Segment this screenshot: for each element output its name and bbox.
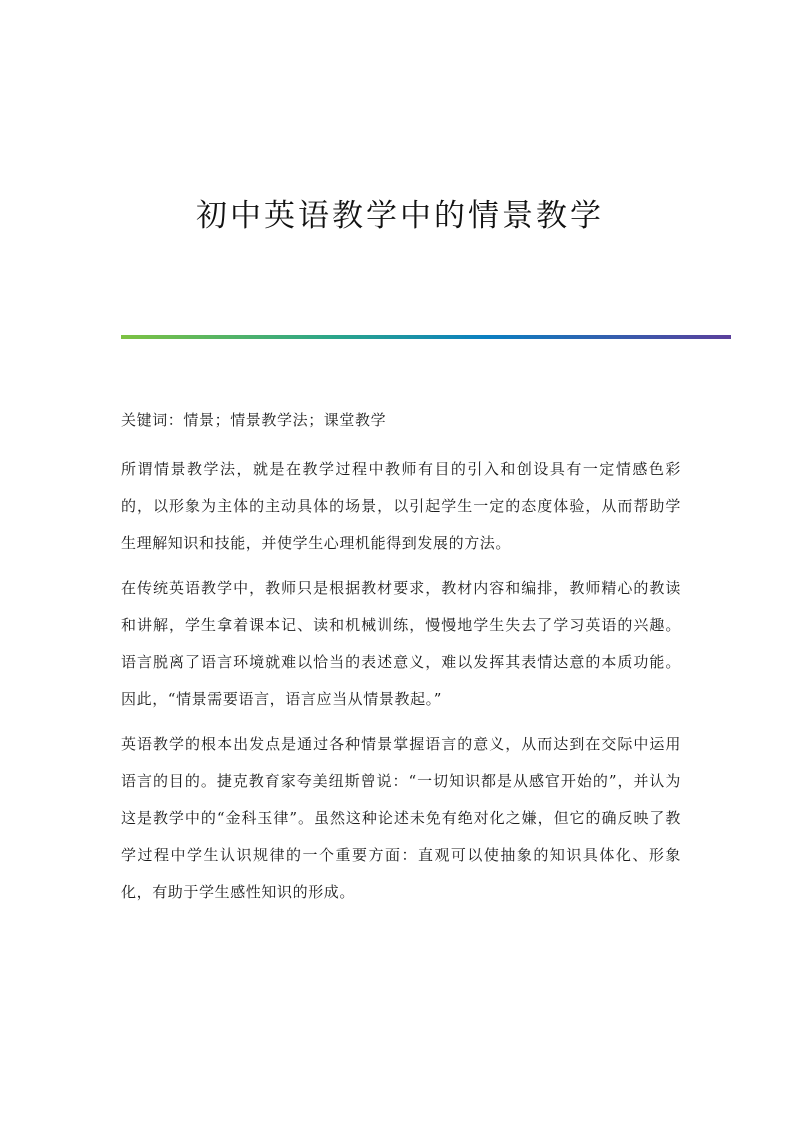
gradient-divider — [121, 335, 731, 339]
paragraph-2: 在传统英语教学中，教师只是根据教材要求，教材内容和编排，教师精心的教读和讲解，学生拿着课本记、读和机械训练，慢慢地学生失去了学习英语的兴趣。语言脱离了语言环境就难以恰当的表述意义，难以发挥其表情达意的本质功能。因此，“情景需要语言，语言应当从情景教起。” — [121, 579, 681, 708]
document-title: 初中英语教学中的情景教学 — [196, 198, 604, 234]
paragraph-3: 英语教学的根本出发点是通过各种情景掌握语言的意义，从而达到在交际中运用语言的目的。捷克教育家夸美纽斯曾说：“一切知识都是从感官开始的”，并认为这是教学中的“金科玉律”。虽然这种论述未免有绝对化之嫌，但它的确反映了教学过程中学生认识规律的一个重要方面：直观可以使抽象的知识具体化、形象化，有助于学生感性知识的形成。 — [121, 735, 681, 901]
paragraph-1: 所谓情景教学法，就是在教学过程中教师有目的引入和创设具有一定情感色彩的，以形象为主体的主动具体的场景，以引起学生一定的态度体验，从而帮助学生理解知识和技能，并使学生心理机能得到发展的方法。 — [121, 460, 681, 552]
keywords-line: 关键词：情景；情景教学法；课堂教学 — [121, 411, 387, 429]
document-body — [121, 405, 681, 919]
